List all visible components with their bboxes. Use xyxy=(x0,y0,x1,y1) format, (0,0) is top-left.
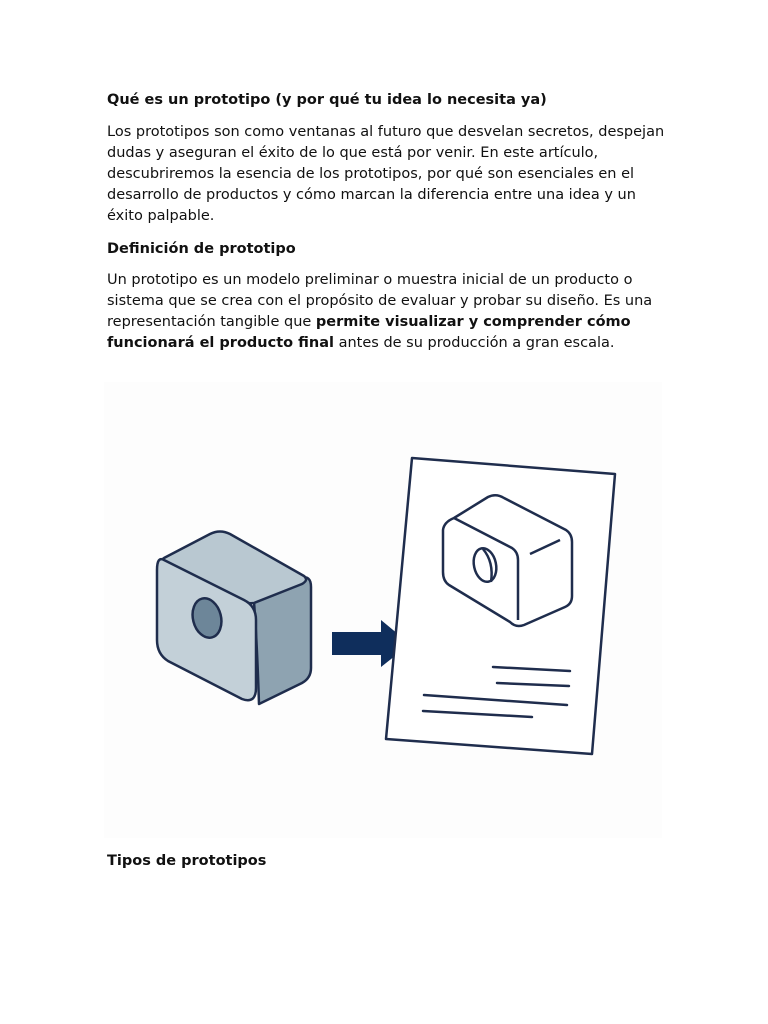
illustration-svg xyxy=(104,382,662,838)
definition-text-before: Un prototipo es un modelo preliminar o muestra inicial de un producto o sistema que se crea con el propósito de evaluar y probar su diseño. Es una representación tangible que xyxy=(107,272,653,330)
definition-text-bold: permite visualizar y comprender cómo funcionará el producto final xyxy=(107,314,631,351)
definition-paragraph xyxy=(107,270,667,354)
prototype-illustration xyxy=(104,382,662,838)
definition-heading: Definición de prototipo xyxy=(107,241,296,257)
intro-paragraph: Los prototipos son como ventanas al futuro que desvelan secretos, despejan dudas y aseguran el éxito de lo que está por venir. En este artículo, descubriremos la esencia de los prototipos, por qué son esenciales en el desarrollo de productos y cómo marcan la diferencia entre una idea y un éxito palpable. xyxy=(107,124,665,224)
3d-block-icon xyxy=(157,532,311,705)
article-body xyxy=(107,88,667,354)
blueprint-document-icon xyxy=(386,458,615,754)
types-heading: Tipos de prototipos xyxy=(107,853,267,869)
definition-text-after: antes de su producción a gran escala. xyxy=(333,335,615,351)
article-title: Qué es un prototipo (y por qué tu idea lo necesita ya) xyxy=(107,92,547,108)
